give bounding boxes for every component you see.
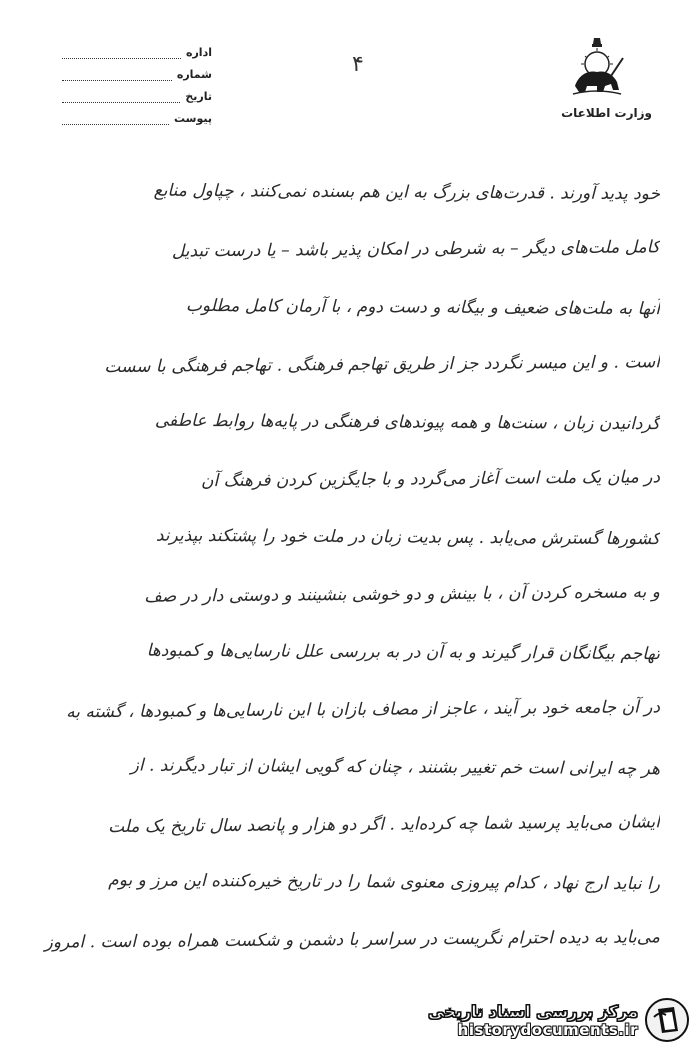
handwritten-line: آنها به ملت‌های ضعیف و بیگانه و دست دوم ، با آرمان کامل مطلوب [185, 295, 661, 320]
handwritten-line: را نباید ارج نهاد ، کدام پیروزی معنوی شما را در تاریخ خیره‌کننده این مرز و بوم [108, 870, 661, 895]
handwritten-line: است . و این میسر نگردد جز از طریق تهاجم فرهنگی . تهاجم فرهنگی با سست [104, 351, 661, 377]
page-number: ۴ [352, 52, 364, 77]
handwritten-line: در آن جامعه خود بر آیند ، عاجز از مصاف بازان با این نارسایی‌ها و کمبودها ، گشته به [65, 696, 661, 722]
form-field-number [62, 62, 212, 81]
form-field-dotted-line [62, 46, 181, 59]
handwritten-line: کشورها گسترش می‌یابد . پس بدیت زبان در ملت خود را پشتکند بپذیرند [155, 525, 661, 550]
form-field-dotted-line [62, 90, 180, 103]
handwritten-line: و به مسخره کردن آن ، با بینش و دو خوشی بنشینند و دوستی دار در صف [144, 581, 661, 607]
form-field-department [62, 40, 212, 59]
handwritten-line: تهاجم بیگانگان قرار گیرند و به آن در به بررسی علل نارسایی‌ها و کمبودها [146, 640, 661, 665]
form-field-label: تاریخ [185, 90, 212, 103]
form-field-label: پیوست [174, 112, 212, 125]
form-field-attachment [62, 106, 212, 125]
handwritten-line: در میان یک ملت است آغاز می‌گردد و با جایگزین کردن فرهنگ آن [200, 466, 661, 491]
form-field-dotted-line [62, 112, 169, 125]
form-field-label: اداره [185, 46, 212, 59]
document-archive-logo-icon [644, 997, 690, 1043]
handwritten-line: هر چه ایرانی است خم تغییر بشنند ، چنان که گویی ایشان از تبار دیگرند . از [130, 755, 661, 780]
form-field-dotted-line [62, 68, 172, 81]
lion-and-sun-emblem-icon [567, 36, 627, 98]
watermark-title: مرکز بررسی اسناد تاریخی [428, 1001, 638, 1021]
handwritten-body [30, 164, 660, 969]
ministry-name: وزارت اطلاعات [561, 106, 652, 120]
handwritten-line: کامل ملت‌های دیگر – به شرطی در امکان پذیر باشد – یا درست تبدیل [171, 236, 661, 262]
watermark [428, 997, 690, 1043]
form-field-date [62, 84, 212, 103]
handwritten-line: ایشان می‌باید پرسید شما چه کرده‌اید . اگر دو هزار و پانصد سال تاریخ یک ملت [107, 811, 661, 837]
letterhead-form-fields [62, 40, 212, 128]
watermark-url: historydocuments.ir [457, 1020, 638, 1039]
handwritten-line: گردانیدن زبان ، سنت‌ها و همه پیوندهای فرهنگی در پایه‌ها روابط عاطفی [154, 410, 661, 435]
form-field-label: شماره [176, 68, 212, 81]
handwritten-line: می‌باید به دیده احترام نگریست در سراسر با دشمن و شکست همراه بوده است . امروز [44, 926, 661, 953]
watermark-text [428, 1002, 638, 1039]
handwritten-line: خود پدید آورند . قدرت‌های بزرگ به این هم بسنده نمی‌کنند ، چپاول منابع [153, 180, 661, 205]
